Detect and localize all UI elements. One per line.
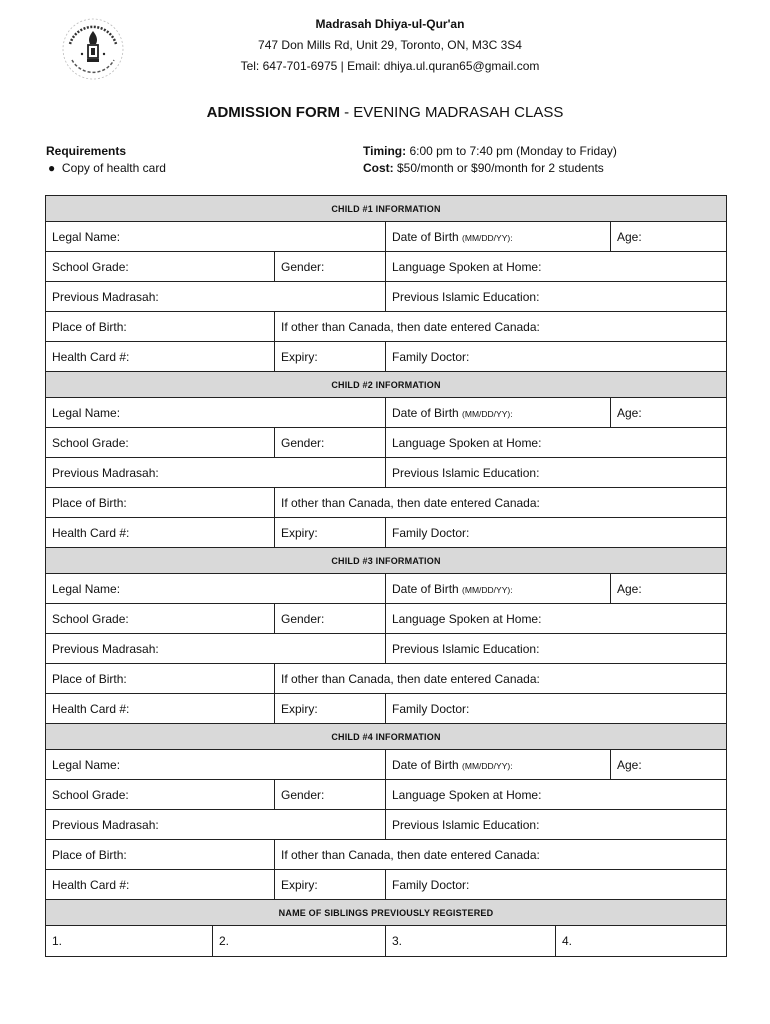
row-previous-madrasah [46, 458, 727, 488]
row-health-card [46, 518, 727, 548]
date-entered-canada-field[interactable]: If other than Canada, then date entered Canada: [275, 488, 727, 518]
date-entered-canada-field[interactable]: If other than Canada, then date entered Canada: [275, 840, 727, 870]
sibling-4-field[interactable]: 4. [556, 926, 727, 957]
requirements-item: ● Copy of health card [48, 161, 166, 175]
age-field[interactable]: Age: [611, 222, 727, 252]
dob-field[interactable]: Date of Birth (MM/DD/YY): [386, 222, 611, 252]
row-place-of-birth [46, 312, 727, 342]
previous-madrasah-field[interactable]: Previous Madrasah: [46, 458, 386, 488]
row-school-grade [46, 604, 727, 634]
dob-field[interactable]: Date of Birth (MM/DD/YY): [386, 574, 611, 604]
previous-madrasah-field[interactable]: Previous Madrasah: [46, 810, 386, 840]
date-entered-canada-field[interactable]: If other than Canada, then date entered Canada: [275, 312, 727, 342]
org-name: Madrasah Dhiya-ul-Qur'an [315, 17, 465, 31]
school-grade-field[interactable]: School Grade: [46, 604, 275, 634]
language-field[interactable]: Language Spoken at Home: [386, 780, 727, 810]
form-title-bold: ADMISSION FORM [206, 104, 340, 121]
previous-madrasah-field[interactable]: Previous Madrasah: [46, 634, 386, 664]
gender-field[interactable]: Gender: [275, 780, 386, 810]
previous-islamic-education-field[interactable]: Previous Islamic Education: [386, 458, 727, 488]
sibling-2-field[interactable]: 2. [213, 926, 386, 957]
date-entered-canada-field[interactable]: If other than Canada, then date entered Canada: [275, 664, 727, 694]
gender-field[interactable]: Gender: [275, 604, 386, 634]
language-field[interactable]: Language Spoken at Home: [386, 252, 727, 282]
org-contact: Tel: 647-701-6975 | Email: dhiya.ul.quran65@gmail.com [240, 59, 540, 73]
row-previous-madrasah [46, 634, 727, 664]
siblings-section-header [46, 900, 727, 926]
expiry-field[interactable]: Expiry: [275, 518, 386, 548]
health-card-field[interactable]: Health Card #: [46, 694, 275, 724]
legal-name-field[interactable]: Legal Name: [46, 750, 386, 780]
row-school-grade [46, 252, 727, 282]
cost-line: Cost: $50/month or $90/month for 2 students [363, 161, 604, 175]
child-section-header [46, 724, 727, 750]
row-place-of-birth [46, 488, 727, 518]
row-school-grade [46, 428, 727, 458]
place-of-birth-field[interactable]: Place of Birth: [46, 664, 275, 694]
row-legal-name [46, 222, 727, 252]
previous-islamic-education-field[interactable]: Previous Islamic Education: [386, 810, 727, 840]
gender-field[interactable]: Gender: [275, 428, 386, 458]
row-health-card [46, 870, 727, 900]
row-legal-name [46, 398, 727, 428]
age-field[interactable]: Age: [611, 574, 727, 604]
form-title [0, 104, 770, 121]
previous-islamic-education-field[interactable]: Previous Islamic Education: [386, 282, 727, 312]
requirements-heading: Requirements [46, 144, 127, 158]
previous-islamic-education-field[interactable]: Previous Islamic Education: [386, 634, 727, 664]
sibling-3-field[interactable]: 3. [386, 926, 556, 957]
school-grade-field[interactable]: School Grade: [46, 428, 275, 458]
place-of-birth-field[interactable]: Place of Birth: [46, 488, 275, 518]
child-heading: CHILD #4 INFORMATION [46, 724, 727, 750]
health-card-field[interactable]: Health Card #: [46, 870, 275, 900]
siblings-heading: NAME OF SIBLINGS PREVIOUSLY REGISTERED [46, 900, 727, 926]
legal-name-field[interactable]: Legal Name: [46, 398, 386, 428]
expiry-field[interactable]: Expiry: [275, 870, 386, 900]
row-school-grade [46, 780, 727, 810]
age-field[interactable]: Age: [611, 750, 727, 780]
madrasah-logo [58, 14, 128, 84]
family-doctor-field[interactable]: Family Doctor: [386, 342, 727, 372]
row-place-of-birth [46, 664, 727, 694]
admission-form-table [45, 195, 727, 957]
dob-field[interactable]: Date of Birth (MM/DD/YY): [386, 750, 611, 780]
row-place-of-birth [46, 840, 727, 870]
legal-name-field[interactable]: Legal Name: [46, 574, 386, 604]
school-grade-field[interactable]: School Grade: [46, 780, 275, 810]
child-section-header [46, 196, 727, 222]
row-previous-madrasah [46, 282, 727, 312]
school-header [200, 14, 580, 77]
row-health-card [46, 694, 727, 724]
row-legal-name [46, 750, 727, 780]
child-section-header [46, 548, 727, 574]
child-heading: CHILD #3 INFORMATION [46, 548, 727, 574]
child-heading: CHILD #2 INFORMATION [46, 372, 727, 398]
row-previous-madrasah [46, 810, 727, 840]
row-legal-name [46, 574, 727, 604]
language-field[interactable]: Language Spoken at Home: [386, 428, 727, 458]
dob-field[interactable]: Date of Birth (MM/DD/YY): [386, 398, 611, 428]
place-of-birth-field[interactable]: Place of Birth: [46, 312, 275, 342]
health-card-field[interactable]: Health Card #: [46, 518, 275, 548]
siblings-row [46, 926, 727, 957]
row-health-card [46, 342, 727, 372]
timing-line: Timing: 6:00 pm to 7:40 pm (Monday to Friday) [363, 144, 617, 158]
school-grade-field[interactable]: School Grade: [46, 252, 275, 282]
age-field[interactable]: Age: [611, 398, 727, 428]
language-field[interactable]: Language Spoken at Home: [386, 604, 727, 634]
org-address: 747 Don Mills Rd, Unit 29, Toronto, ON, M3C 3S4 [258, 38, 522, 52]
form-title-rest: - EVENING MADRASAH CLASS [339, 104, 564, 121]
gender-field[interactable]: Gender: [275, 252, 386, 282]
expiry-field[interactable]: Expiry: [275, 342, 386, 372]
child-heading: CHILD #1 INFORMATION [46, 196, 727, 222]
family-doctor-field[interactable]: Family Doctor: [386, 694, 727, 724]
place-of-birth-field[interactable]: Place of Birth: [46, 840, 275, 870]
previous-madrasah-field[interactable]: Previous Madrasah: [46, 282, 386, 312]
timing-cost [363, 143, 617, 177]
child-section-header [46, 372, 727, 398]
legal-name-field[interactable]: Legal Name: [46, 222, 386, 252]
sibling-1-field[interactable]: 1. [46, 926, 213, 957]
health-card-field[interactable]: Health Card #: [46, 342, 275, 372]
expiry-field[interactable]: Expiry: [275, 694, 386, 724]
family-doctor-field[interactable]: Family Doctor: [386, 518, 727, 548]
requirements [46, 143, 166, 177]
family-doctor-field[interactable]: Family Doctor: [386, 870, 727, 900]
